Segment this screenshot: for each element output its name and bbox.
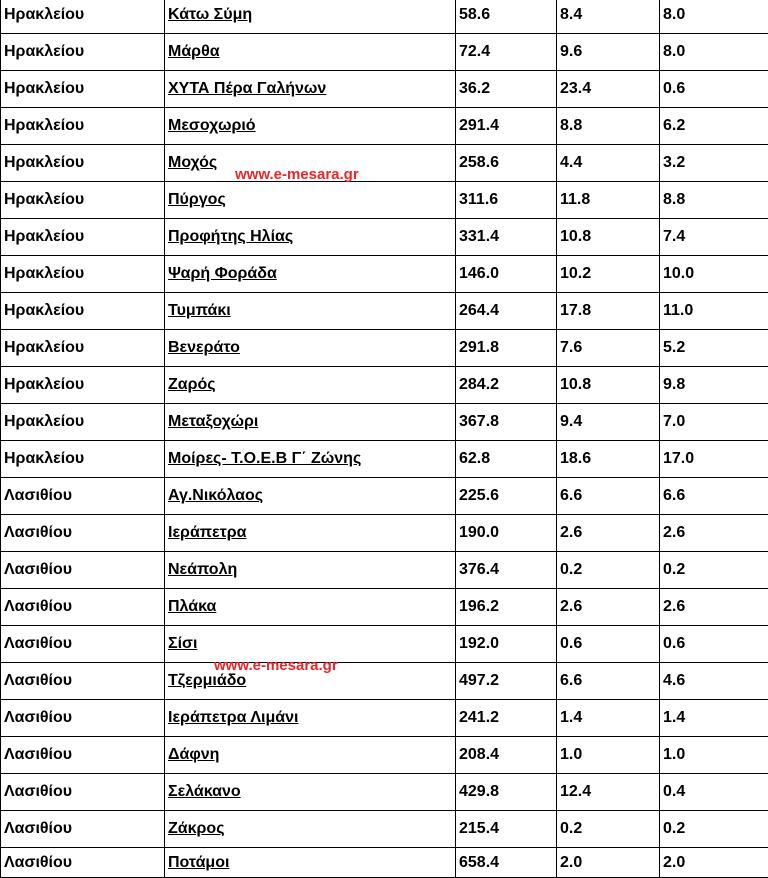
value-3-cell: 1.0 [660,737,768,774]
value-1-cell: 225.6 [456,478,557,515]
value-3-cell: 10.0 [660,256,768,293]
table-row [1,663,768,700]
value-1-cell: 258.6 [456,145,557,182]
table-row [1,441,768,478]
value-2-cell: 0.6 [557,626,660,663]
value-2-cell: 18.6 [557,441,660,478]
value-3-cell: 0.6 [660,71,768,108]
value-3-cell: 0.4 [660,774,768,811]
value-1-cell: 376.4 [456,552,557,589]
table-row [1,478,768,515]
value-1-cell: 331.4 [456,219,557,256]
table-row [1,34,768,71]
value-2-cell: 4.4 [557,145,660,182]
value-2-cell: 10.8 [557,367,660,404]
table-row [1,515,768,552]
value-1-cell: 72.4 [456,34,557,71]
value-2-cell: 0.2 [557,811,660,848]
value-2-cell: 2.6 [557,515,660,552]
value-1-cell: 429.8 [456,774,557,811]
value-3-cell: 1.4 [660,700,768,737]
region-cell: Λασιθίου [1,626,165,663]
value-1-cell: 658.4 [456,848,557,878]
value-1-cell: 291.4 [456,108,557,145]
value-3-cell: 0.2 [660,552,768,589]
value-3-cell: 0.6 [660,626,768,663]
table-row [1,182,768,219]
value-1-cell: 241.2 [456,700,557,737]
table-row [1,626,768,663]
region-cell: Ηρακλείου [1,367,165,404]
value-2-cell: 9.6 [557,34,660,71]
table-body [1,0,768,878]
station-link[interactable]: Τυμπάκι [165,293,456,330]
region-cell: Ηρακλείου [1,0,165,34]
value-1-cell: 146.0 [456,256,557,293]
value-2-cell: 17.8 [557,293,660,330]
value-2-cell: 0.2 [557,552,660,589]
value-2-cell: 6.6 [557,478,660,515]
value-1-cell: 208.4 [456,737,557,774]
table-row [1,330,768,367]
station-link[interactable]: Ιεράπετρα Λιμάνι [165,700,456,737]
value-3-cell: 2.6 [660,589,768,626]
region-cell: Ηρακλείου [1,182,165,219]
value-2-cell: 2.0 [557,848,660,878]
station-link[interactable]: Βενεράτο [165,330,456,367]
value-1-cell: 190.0 [456,515,557,552]
value-1-cell: 62.8 [456,441,557,478]
region-cell: Ηρακλείου [1,330,165,367]
table-row [1,811,768,848]
value-3-cell: 4.6 [660,663,768,700]
station-link[interactable]: Δάφνη [165,737,456,774]
value-2-cell: 23.4 [557,71,660,108]
value-2-cell: 2.6 [557,589,660,626]
value-3-cell: 2.0 [660,848,768,878]
value-3-cell: 17.0 [660,441,768,478]
value-1-cell: 192.0 [456,626,557,663]
station-link[interactable]: Ιεράπετρα [165,515,456,552]
table-row [1,404,768,441]
region-cell: Ηρακλείου [1,71,165,108]
station-link[interactable]: Ποτάμοι [165,848,456,878]
value-2-cell: 12.4 [557,774,660,811]
station-link[interactable]: Αγ.Νικόλαος [165,478,456,515]
value-3-cell: 6.6 [660,478,768,515]
table-row [1,848,768,878]
station-link[interactable]: Κάτω Σύμη [165,0,456,34]
station-link[interactable]: Μοχός [165,145,456,182]
value-1-cell: 367.8 [456,404,557,441]
value-3-cell: 8.0 [660,0,768,34]
region-cell: Ηρακλείου [1,145,165,182]
value-2-cell: 8.8 [557,108,660,145]
table-row [1,219,768,256]
value-3-cell: 3.2 [660,145,768,182]
station-link[interactable]: Σίσι [165,626,456,663]
value-1-cell: 196.2 [456,589,557,626]
region-cell: Ηρακλείου [1,219,165,256]
value-2-cell: 10.8 [557,219,660,256]
region-cell: Ηρακλείου [1,108,165,145]
region-cell: Ηρακλείου [1,256,165,293]
station-link[interactable]: Ζαρός [165,367,456,404]
region-cell: Λασιθίου [1,774,165,811]
table-row [1,774,768,811]
station-link[interactable]: Μοίρες- Τ.Ο.Ε.Β Γ΄ Ζώνης [165,441,456,478]
value-3-cell: 5.2 [660,330,768,367]
value-2-cell: 1.4 [557,700,660,737]
value-1-cell: 264.4 [456,293,557,330]
region-cell: Λασιθίου [1,663,165,700]
region-cell: Ηρακλείου [1,404,165,441]
table-row [1,700,768,737]
value-3-cell: 8.0 [660,34,768,71]
station-link[interactable]: Σελάκανο [165,774,456,811]
value-3-cell: 0.2 [660,811,768,848]
station-link[interactable]: Τζερμιάδο [165,663,456,700]
station-link[interactable]: Μάρθα [165,34,456,71]
value-1-cell: 36.2 [456,71,557,108]
value-2-cell: 9.4 [557,404,660,441]
station-link[interactable]: Νεάπολη [165,552,456,589]
region-cell: Λασιθίου [1,737,165,774]
value-1-cell: 215.4 [456,811,557,848]
value-3-cell: 2.6 [660,515,768,552]
value-2-cell: 1.0 [557,737,660,774]
value-3-cell: 9.8 [660,367,768,404]
value-3-cell: 11.0 [660,293,768,330]
table-row [1,108,768,145]
value-2-cell: 8.4 [557,0,660,34]
value-3-cell: 8.8 [660,182,768,219]
table-row [1,0,768,34]
region-cell: Ηρακλείου [1,293,165,330]
region-cell: Λασιθίου [1,515,165,552]
value-2-cell: 10.2 [557,256,660,293]
region-cell: Λασιθίου [1,848,165,878]
value-1-cell: 291.8 [456,330,557,367]
region-cell: Λασιθίου [1,552,165,589]
station-link[interactable]: Προφήτης Ηλίας [165,219,456,256]
value-2-cell: 11.8 [557,182,660,219]
region-cell: Λασιθίου [1,811,165,848]
value-1-cell: 284.2 [456,367,557,404]
table-row [1,367,768,404]
value-1-cell: 58.6 [456,0,557,34]
value-3-cell: 7.4 [660,219,768,256]
station-link[interactable]: Μεσοχωριό [165,108,456,145]
station-link[interactable]: Ψαρή Φοράδα [165,256,456,293]
watermark-text: www.e-mesara.gr [214,657,338,674]
region-cell: Λασιθίου [1,478,165,515]
value-3-cell: 6.2 [660,108,768,145]
station-link[interactable]: Πλάκα [165,589,456,626]
region-cell: Λασιθίου [1,589,165,626]
station-link[interactable]: Πύργος [165,182,456,219]
table-row [1,552,768,589]
value-2-cell: 6.6 [557,663,660,700]
station-link[interactable]: Ζάκρος [165,811,456,848]
watermark-text: www.e-mesara.gr [235,166,359,183]
table-row [1,71,768,108]
table-row [1,145,768,182]
table-row [1,589,768,626]
region-cell: Ηρακλείου [1,34,165,71]
value-2-cell: 7.6 [557,330,660,367]
region-cell: Ηρακλείου [1,441,165,478]
table-row [1,737,768,774]
value-3-cell: 7.0 [660,404,768,441]
value-1-cell: 497.2 [456,663,557,700]
value-1-cell: 311.6 [456,182,557,219]
table-row [1,293,768,330]
station-link[interactable]: Μεταξοχώρι [165,404,456,441]
region-cell: Λασιθίου [1,700,165,737]
station-link[interactable]: ΧΥΤΑ Πέρα Γαλήνων [165,71,456,108]
table-row [1,256,768,293]
